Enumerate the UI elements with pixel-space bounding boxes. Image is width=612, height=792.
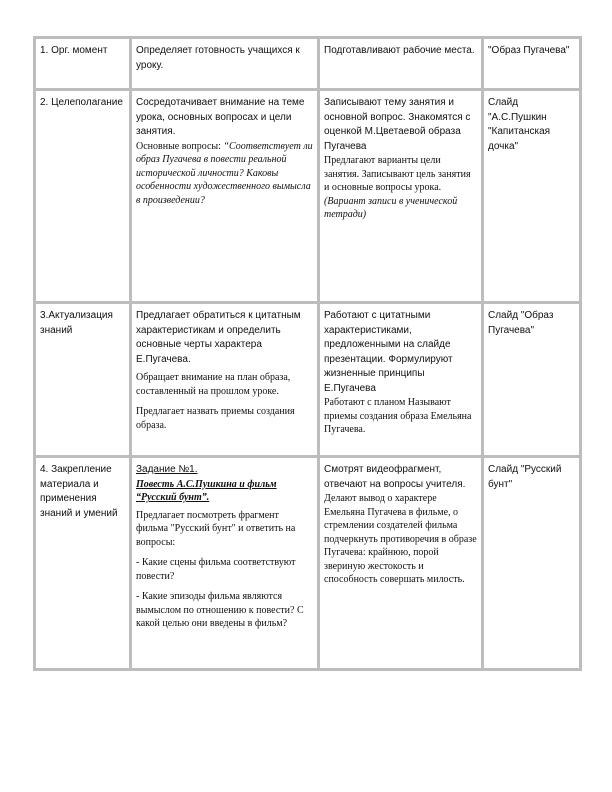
stage-text: 1. Орг. момент [40,45,108,56]
teacher-question-1: - Какие сцены фильма соответствуют повести? [136,557,296,582]
resources-cell [483,457,581,670]
teacher-text-2: Обращает внимание на план образа, составленный на прошлом уроке. [136,372,291,397]
task-title: Задание №1. [136,464,198,475]
student-activity-cell [319,38,483,90]
students-text: Работают с цитатными характеристиками, предложенными на слайде презентации. Формулируют жизненные принципы Е.Пугачева [324,310,453,394]
main-questions [136,140,313,208]
table-row [35,90,581,303]
teacher-text-3: Предлагает назвать приемы создания образа. [136,406,295,431]
resources-text: Слайд "Русский бунт" [488,464,562,490]
resources-cell [483,90,581,303]
teacher-activity-cell [131,90,319,303]
students-text: Подготавливают рабочие места. [324,45,475,56]
resources-text: "Образ Пугачева" [488,45,570,56]
students-text: Смотрят видеофрагмент, отвечают на вопросы учителя. [324,464,466,490]
teacher-activity-cell [131,38,319,90]
students-text-2: Делают вывод о характере Емельяна Пугачева в фильме, о стремлении создателей фильма подчеркнуть противоречия в образе Пугачева: крайнюю, порой звериную жестокость и способность совершать милость. [324,493,477,585]
stage-text: 2. Целеполагание [40,97,123,108]
teacher-activity-cell [131,303,319,457]
student-activity-cell [319,457,483,670]
student-activity-cell [319,303,483,457]
students-text-2: Работают с планом Называют приемы создания образа Емельяна Пугачева. [324,397,472,435]
students-text-2: Предлагают варианты цели занятия. Записывают цель занятия и основные вопросы урока. (Вариант записи в ученической тетради) [324,155,471,220]
table-row [35,457,581,670]
table-row [35,303,581,457]
stage-cell [35,457,131,670]
stage-cell [35,303,131,457]
student-activity-cell [319,90,483,303]
stage-cell [35,38,131,90]
lesson-plan-table [33,36,582,671]
main-questions-label: Основные вопросы: [136,140,224,152]
teacher-text: Определяет готовность учащихся к уроку. [136,45,300,71]
teacher-text: Предлагает обратиться к цитатным характеристикам и определить основные черты характера Е.Пугачева. [136,310,301,365]
resources-cell [483,303,581,457]
stage-cell [35,90,131,303]
teacher-text: Предлагает посмотреть фрагмент фильма "Русский бунт" и ответить на вопросы: [136,509,296,548]
resources-cell [483,38,581,90]
notebook-note: (Вариант записи в ученической тетради) [324,195,458,220]
table-row [35,38,581,90]
students-text: Записывают тему занятия и основной вопрос. Знакомятся с оценкой М.Цветаевой образа Пугачева [324,97,471,152]
teacher-question-2: - Какие эпизоды фильма являются вымыслом по отношению к повести? С какой целью они введены в фильм? [136,591,304,629]
resources-text: Слайд "Образ Пугачева" [488,310,554,336]
resources-text: Слайд "А.С.Пушкин "Капитанская дочка" [488,97,551,152]
task-subtitle: Повесть А.С.Пушкина и фильм “Русский бунт”. [136,478,277,503]
teacher-text: Сосредотачивает внимание на теме урока, основных вопросах и цели занятия. [136,97,305,137]
stage-text: 4. Закрепление материала и применения знаний и умений [40,464,118,519]
teacher-activity-cell [131,457,319,670]
main-questions-text: “Соответствует ли образ Пугачева в повести реальной исторической личности? Каковы особенности художественного вымысла в произведении? [136,140,313,206]
stage-text: 3.Актуализация знаний [40,310,113,336]
